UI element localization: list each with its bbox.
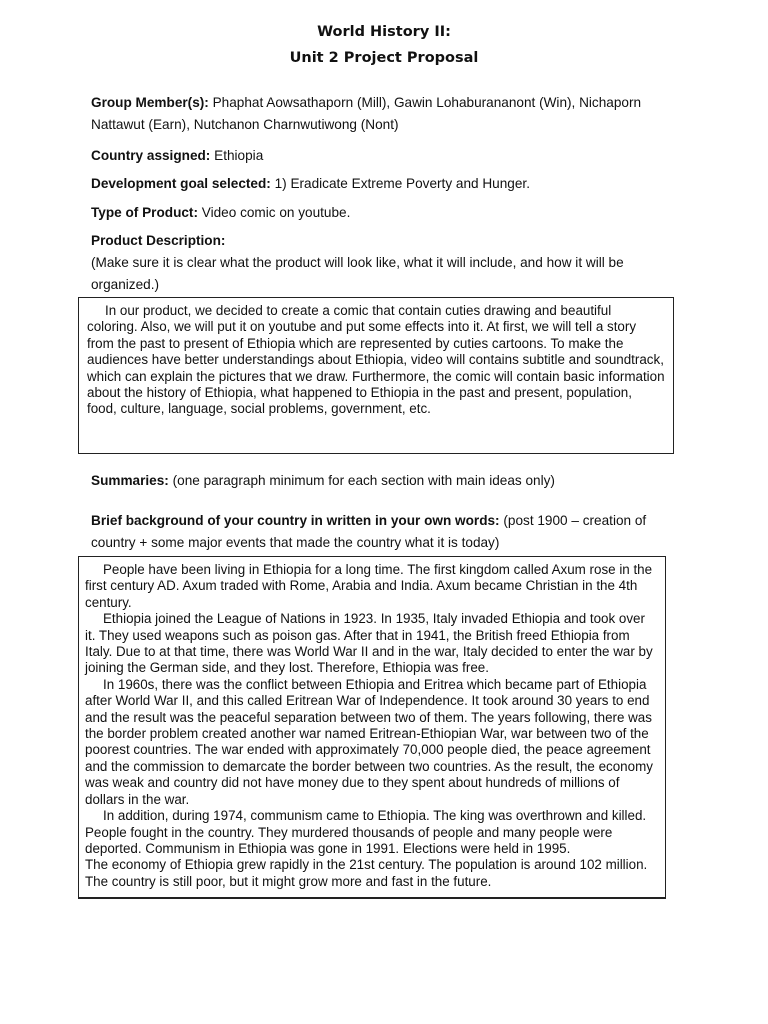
summaries-note: (one paragraph minimum for each section with main ideas only) [172,473,555,488]
goal-label: Development goal selected: [91,176,271,191]
document-title: World History II: [317,24,451,40]
background-paragraph: The economy of Ethiopia grew rapidly in the 21st century. The population is around 102 million. The country is still poor, but it might grow more and fast in the future. [85,857,648,889]
product-type-field [91,202,691,224]
background-paragraph: In addition, during 1974, communism came to Ethiopia. The king was overthrown and killed. People fought in the country. They murdered thousands of people and many people were deported. Communism in Ethiopia was gone in 1991. Elections were held in 1995. [85,808,647,856]
product-description-note: (Make sure it is clear what the product will look like, what it will include, and how it will be organized.) [91,255,624,292]
background-label: Brief background of your country in written in your own words: [91,513,500,528]
product-type-label: Type of Product: [91,205,198,220]
group-members-label: Group Member(s): [91,95,209,110]
summaries-label: Summaries: [91,473,169,488]
product-description-label: Product Description: [91,233,226,248]
country-value: Ethiopia [214,148,264,163]
background-paragraph: In 1960s, there was the conflict between Ethiopia and Eritrea which became part of Ethiopia after World War II, and this called Eritrean War of Independence. It took around 30 years to end and the result was the peaceful separation between two of them. The years following, there was the border problem created another war named Eritrean-Ethiopian War, war between two of the poorest countries. The war ended with approximately 70,000 people died, the peace agreement and the commission to demarcate the border between two countries. As the result, the economy was weak and country did not have money due to they spent about hundreds of millions of dollars in the war. [85,676,653,807]
goal-value: 1) Eradicate Extreme Poverty and Hunger. [274,176,530,191]
product-description-box [78,297,674,454]
background-box [78,556,666,899]
country-field [91,145,691,167]
group-members-value: Phaphat Aowsathaporn (Mill), Gawin Lohaburananont (Win), Nichaporn Nattawut (Earn), Nutchanon Charnwutiwong (Nont) [91,95,642,132]
group-members-field [91,92,691,136]
goal-field [91,173,691,195]
background-note: (post 1900 – creation of country + some major events that made the country what it is today) [91,513,647,550]
background-paragraph: Ethiopia joined the League of Nations in 1923. In 1935, Italy invaded Ethiopia and took over it. They used weapons such as poison gas. After that in 1941, the British freed Ethiopia from Italy. Due to at that time, there was World War II and in the war, Italy decided to enter the war by joining the German side, and they lost. Therefore, Ethiopia was free. [85,611,653,676]
country-label: Country assigned: [91,148,211,163]
product-type-value: Video comic on youtube. [201,205,351,220]
document-subtitle: Unit 2 Project Proposal [289,50,479,66]
background-paragraph: People have been living in Ethiopia for a long time. The first kingdom called Axum rose in the first century AD. Axum traded with Rome, Arabia and India. Axum became Christian in the 4th century. [85,562,653,610]
product-description-heading [91,230,691,252]
product-description-text: In our product, we decided to create a comic that contain cuties drawing and beautiful coloring. Also, we will put it on youtube and put some effects into it. At first, we will tell a story from the past to present of Ethiopia which are represented by cuties cartoons. To make the audiences have better understandings about Ethiopia, video will contains subtitle and soundtrack, which can explain the pictures that we draw. Furthermore, the comic will contain basic information about the history of Ethiopia, what happened to Ethiopia in the past and present, population, food, culture, language, social problems, government, etc. [87,303,665,417]
summaries-field [91,470,691,492]
background-field [91,510,671,554]
